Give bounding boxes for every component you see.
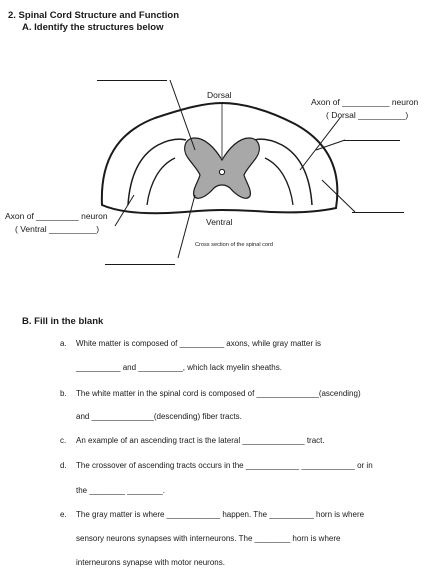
- ventral-label: Ventral: [206, 217, 233, 227]
- item-c-letter: c.: [60, 436, 67, 445]
- axon-ventral-label: Axon of _________ neuron: [5, 211, 108, 221]
- item-b-letter: b.: [60, 389, 67, 398]
- item-d-letter: d.: [60, 461, 67, 470]
- answer-line-right-mid[interactable]: [344, 140, 400, 141]
- answer-line-bottom-left[interactable]: [105, 264, 175, 265]
- axon-ventral-sublabel: ( Ventral __________): [15, 224, 100, 234]
- section-b-heading: B. Fill in the blank: [22, 316, 104, 327]
- dorsal-label: Dorsal: [207, 90, 232, 100]
- item-c-line-1: An example of an ascending tract is the lateral ______________ tract.: [76, 436, 325, 445]
- item-a-letter: a.: [60, 339, 67, 348]
- item-e-line-1: The gray matter is where ____________ happen. The __________ horn is where: [76, 510, 365, 519]
- central-canal: [219, 169, 224, 174]
- answer-line-top-left[interactable]: [97, 80, 167, 81]
- item-e-line-3: interneurons synapse with motor neurons.: [76, 558, 225, 567]
- answer-line-right-low[interactable]: [352, 212, 404, 213]
- item-e-line-2: sensory neurons synapses with interneurons. The ________ horn is where: [76, 534, 341, 543]
- item-e-letter: e.: [60, 510, 67, 519]
- item-a-line-1: White matter is composed of __________ axons, while gray matter is: [76, 339, 322, 348]
- axon-dorsal-label: Axon of __________ neuron: [311, 97, 419, 107]
- worksheet-title: 2. Spinal Cord Structure and Function: [8, 10, 180, 21]
- item-d-line-1: The crossover of ascending tracts occurs in the ____________ ____________ or in: [76, 461, 373, 470]
- axon-dorsal-sublabel: ( Dorsal __________): [326, 110, 409, 120]
- diagram-caption: Cross section of the spinal cord: [195, 242, 274, 248]
- section-a-heading: A. Identify the structures below: [22, 22, 164, 33]
- item-b-line-1: The white matter in the spinal cord is composed of ______________(ascending): [76, 389, 361, 398]
- item-a-line-2: __________ and __________, which lack myelin sheaths.: [76, 363, 282, 372]
- item-b-line-2: and ______________(descending) fiber tracts.: [76, 412, 242, 421]
- item-d-line-2: the ________ ________.: [76, 486, 165, 495]
